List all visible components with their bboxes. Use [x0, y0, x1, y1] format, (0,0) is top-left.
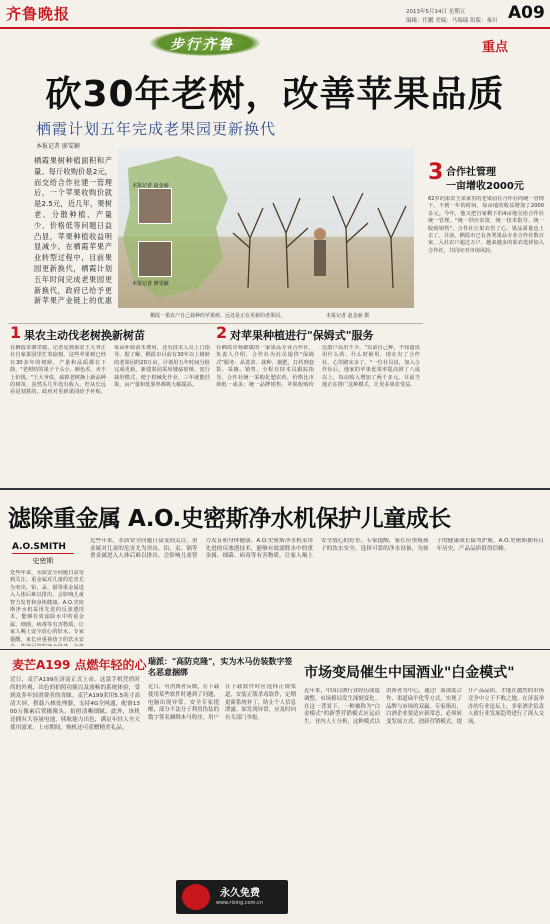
section-1-title: 果农主动伐老树换新树苗 — [24, 329, 145, 342]
newspaper-logo: 齐鲁晚报 — [6, 5, 71, 23]
sidebar-3-number: 3 — [428, 160, 444, 185]
photo-caption: 栖霞一果农户自己栽种的苹果树，远处是正在更新的老果园。 — [150, 313, 286, 319]
section-2-text: 在栖霞市杨础镇的一家果品专业合作社，负责人介绍，合作社为社员提供"保姆式"服务：从选苗、栽种、施肥、打药到套袋、采摘、销售，全程有技术员跟踪指导。合作社统一采购化肥农药，价格比市场低一成多；统一品牌销售，苹果收购价比散户高出不少。"以前自己种，不知道该用什么药、什么时候用，现在有了合作社，心里踏实多了。"一位社员说，加入合作社后，他家的苹果优果率提高到了八成以上，每亩收入增加了两千多元。目前当地正在推广这种模式，让更多果农受益。 — [216, 345, 420, 389]
page-number: A09 — [508, 3, 545, 23]
bottom-rule — [0, 649, 550, 650]
section-1-number: 1 — [10, 323, 22, 342]
liquor-headline: 市场变局催生中国酒业"白金模式" — [304, 665, 515, 681]
photo-label-2: 本报记者 廖雯颖 — [132, 281, 169, 287]
smith-headline: 滤除重金属 A.O.史密斯净水机保护儿童成长 — [8, 506, 451, 532]
section-badge: 重点 — [482, 40, 509, 55]
smith-brand: A.O.SMITH — [12, 542, 74, 554]
section-2-number: 2 — [216, 323, 228, 342]
section-2-title: 对苹果种植进行"保姆式"服务 — [230, 329, 374, 342]
masthead-rule — [0, 27, 550, 29]
lead-headline: 砍30年老树，改善苹果品质 — [45, 74, 505, 115]
lead-intro: 栖霞果树种植面积和产量、每斤收购价是2元，而交给合作社建一管理后，一个苹果收购价就是2.5元，近几年，果树老、分散种植、产量少、价格低等问题日益凸显，苹果种植收益明显减少。在栖霞苹果产业转型过程中，目前果园更新换代，栖霞计划五年时间完成老果园更新换代，政府已给予更新苹果产业链上的优惠 — [34, 156, 112, 306]
lead-subhead: 栖霞计划五年完成老果园更新换代 — [36, 120, 277, 138]
column-banner — [150, 30, 260, 56]
reporter-photo-2 — [138, 241, 172, 277]
smith-brand-cn: 史密斯 — [32, 557, 54, 565]
rising-logo-text: 永久免费 — [220, 888, 260, 899]
maidi-headline: 麦芒A199 点燃年轻的心 — [12, 658, 147, 672]
maidi-text: 近日，麦芒A199在济南正式上市，这款手机凭借时尚的外观、出色的拍照功能以及流畅的系统体验，受到众多年轻消费者的青睐。麦芒A199采用5.5英寸高清大屏，搭载八核处理器，支持4G全网通，配备1300万像素后置摄像头，拍照清晰细腻。此外，该机还拥有大容量电池，续航能力出色，满足年轻人全天使用需求。上市期间，购机还可获赠精美礼品。 — [10, 677, 140, 731]
smith-text-columns: 近些年来，水质安全问题日益受到关注。重金属对儿童的危害尤为突出，铅、汞、镉等重金属进入人体后难以排出，会影响儿童智力发育和身体健康。A.O.史密斯净水机采用先进的反渗透技术，能够有效滤除水中的重金属、细菌、病毒等有害物质，让家人喝上安全放心的好水。专家提醒，家长应重视孩子的饮水安全，选择可靠的净水设备，为孩子的健康成长保驾护航。A.O.史密斯拥有百年历史，产品品质值得信赖。 — [90, 538, 544, 560]
lead-byline: 本报记者 廖雯颖 — [36, 143, 80, 150]
date-line: 2013年5月14日 星期五 — [406, 9, 466, 15]
ruijian-text: 近日，有消费者反映，在下载使用某些软件时遇到了问题，电脑出现异常。安全专家提醒，部分不法分子利用伪装的数字签名捆绑木马程序，用户在下载软件时应选择正规渠道，安装正版杀毒软件，定期更新系统补丁，防止个人信息泄露。如发现异常，应及时向有关部门举报。 — [148, 684, 296, 722]
reporter-photo-1 — [138, 188, 172, 224]
photo-label-1: 本报记者 赵金丽 — [132, 183, 169, 189]
sidebar-3-text: 62岁的果农王某家里的老果园在合作社的统一管理下，不到一年的时间，每亩地的收益增加了2000多元。今年，他又把自家剩下的4亩地交给合作社统一管理。"统一供应农资、统一技术指导、统一收购销售"，合作社让果农省了心，果品质量也上去了。目前，栖霞市已有各类果品专业合作社数百家，入社农户超过万户，越来越多的果农选择加入合作社，共同应对市场风险。 — [428, 196, 544, 254]
smith-text-left: 近些年来，水质安全问题日益受到关注。重金属对儿童的危害尤为突出，铅、汞、镉等重金属进入人体后难以排出，会影响儿童智力发育和身体健康。A.O.史密斯净水机采用先进的反渗透技术，能够有效滤除水中的重金属、细菌、病毒等有害物质，让家人喝上安全放心的好水。专家提醒，家长应重视孩子的饮水安 — [10, 570, 84, 643]
liquor-text: 近年来，中国白酒行业经历深度调整，市场格局发生深刻变化。在这一背景下，一种被称为"白金模式"的新型营销模式应运而生。业内人士分析，这种模式以消费者为中心，通过厂商深度合作、渠道扁平化等方式，实现了品牌与市场的双赢。专家指出，白酒企业要适应新常态，必须转变发展方式，创新营销模式，提升产品品质，才能在激烈的市场竞争中立于不败之地。在济南举办的行业论坛上，多家酒企负责人就行业发展趋势进行了深入交流。 — [304, 688, 544, 726]
rising-logo — [176, 880, 288, 914]
photo-credit: 本报记者 赵金丽 摄 — [326, 313, 370, 319]
ad-divider — [0, 488, 550, 490]
rising-lion-icon — [182, 884, 210, 910]
section-1-text: 在栖霞市寨里镇，记者见到果农王大爷正在自家果园里忙着砍树。这些苹果树已经有30多年的树龄，产量和品质都在下降。"老树结的果子个头小、颜色差，卖不上价钱。"王大爷说，砍掉老树换上新品种的树苗，虽然头几年没有收入，但从长远看是划算的。政府对更新果园给予补贴，每亩补助苗木费用，还有技术人员上门指导。据了解，栖霞市目前有30年以上树龄的老果园约20万亩，计划用五年时间分批完成更新。新建果园采用矮砧密植、宽行栽培模式，便于机械化作业，三年就能挂果，亩产量和优果率都将大幅提高。 — [10, 345, 210, 396]
sidebar-3-title: 合作社管理 一亩增收2000元 — [446, 167, 524, 192]
rising-logo-sub: www.rising.com.cn — [216, 900, 263, 906]
editor-line: 编辑：任鹏 美编：马瑞瑞 组版：秦川 — [406, 18, 498, 24]
ruijian-headline: 瑞派："高防克隆"，实为木马仿装数字签名恶意捆绑 — [148, 657, 293, 677]
smith-logo — [12, 542, 74, 566]
orchard-trees — [228, 178, 414, 298]
column-banner-title: 步行齐鲁 — [170, 37, 234, 53]
lead-photo — [118, 148, 414, 308]
